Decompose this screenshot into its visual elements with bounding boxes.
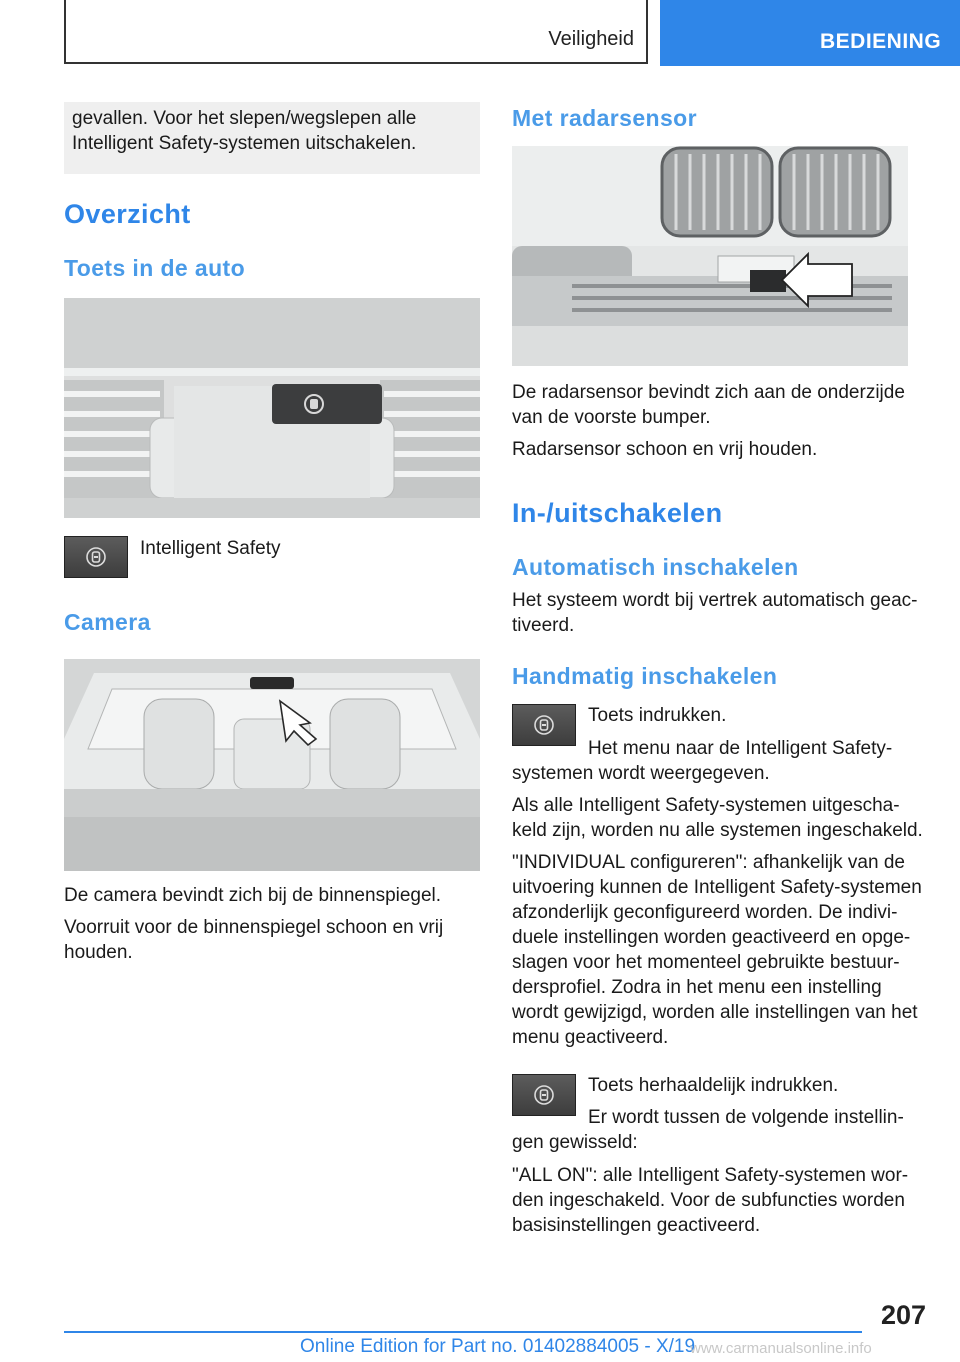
section-title: Veiligheid [548, 28, 634, 50]
edition-text: Online Edition for Part no. 01402884005 - X/19 [300, 1336, 696, 1357]
chapter-tab: BEDIENING [660, 0, 960, 66]
heading-in-uitschakelen: In-/uitschakelen [512, 498, 723, 528]
heading-camera: Camera [64, 609, 151, 635]
hand-step-2: Het menu naar de Intelligent Safety-systemen wordt weergegeven. [512, 738, 893, 784]
auto-paragraph: Het systeem wordt bij vertrek automatisch geactiveerd. [512, 590, 918, 636]
camera-paragraph-1: De camera bevindt zich bij de binnenspiegel. [64, 885, 442, 906]
heading-toets-in-de-auto: Toets in de auto [64, 255, 246, 281]
note-box: gevallen. Voor het slepen/wegslepen alle Intelligent Safety-systemen uitschakelen. [64, 102, 480, 174]
radar-bumper-image [512, 146, 908, 366]
repeat-paragraph-3: "ALL ON": alle Intelligent Safety-systemen worden ingeschakeld. Voor de subfuncties worden basisinstellingen geactiveerd. [512, 1165, 909, 1236]
hand-paragraph-3: Als alle Intelligent Safety-systemen uitgeschakeld zijn, worden nu alle systemen ingeschakeld. [512, 795, 923, 841]
repeat-step-2: Er wordt tussen de volgende instellingen gewisseld: [512, 1107, 904, 1153]
heading-met-radarsensor: Met radarsensor [512, 105, 697, 131]
dashboard-button-image [64, 298, 480, 518]
radar-paragraph-1: De radarsensor bevindt zich aan de onderzijde van de voorste bumper. [512, 382, 905, 428]
button-caption: Intelligent Safety [140, 538, 281, 559]
intelligent-safety-icon [64, 536, 128, 578]
footer-divider [64, 1331, 862, 1333]
hand-step-1: Toets indrukken. [588, 705, 727, 726]
camera-interior-image [64, 659, 480, 871]
hand-paragraph-4: "INDIVIDUAL configureren": afhankelijk van de uitvoering kunnen de Intelligent Safety-systemen afzonderlijk geconfigureerd worden. De individuele instellingen worden geactiveerd en opgeslagen voor het momenteel gebruikte bestuurdersprofiel. Zodra in het menu een instelling wordt gewijzigd, worden alle instellingen van het menu geactiveerd. [512, 852, 922, 1048]
heading-automatisch-inschakelen: Automatisch inschakelen [512, 554, 799, 580]
page-number: 207 [880, 1300, 926, 1330]
camera-paragraph-2: Voorruit voor de binnenspiegel schoon en vrij houden. [64, 917, 444, 963]
radar-paragraph-2: Radarsensor schoon en vrij houden. [512, 439, 818, 460]
heading-handmatig-inschakelen: Handmatig inschakelen [512, 663, 778, 689]
heading-overzicht: Overzicht [64, 199, 191, 229]
repeat-step-1: Toets herhaaldelijk indrukken. [588, 1075, 839, 1096]
watermark-text: www.carmanualsonline.info [690, 1340, 872, 1357]
